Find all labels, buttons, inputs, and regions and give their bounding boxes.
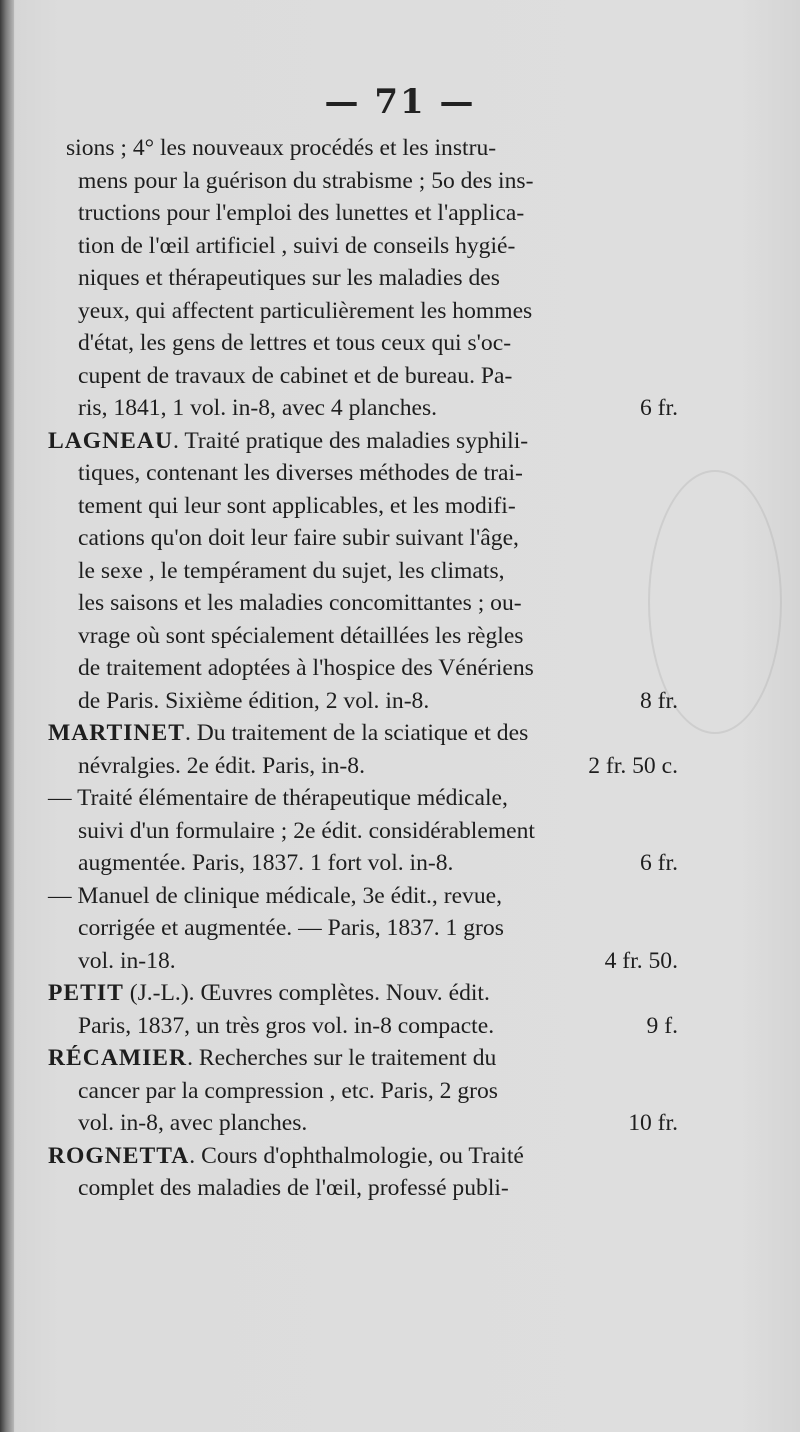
entry-price: 10 fr. bbox=[628, 1110, 678, 1136]
text-line: tiques, contenant les diverses méthodes de trai- bbox=[78, 460, 523, 486]
author-name: LAGNEAU bbox=[48, 427, 173, 454]
entry-heading-line: — Traité élémentaire de thérapeutique médicale, bbox=[48, 785, 508, 811]
text-line: yeux, qui affectent particulièrement les hommes bbox=[78, 297, 533, 324]
entry-heading-line bbox=[48, 977, 678, 1010]
author-name: PETIT bbox=[48, 980, 124, 1006]
text-line: les saisons et les maladies concomittantes ; ou- bbox=[78, 590, 522, 616]
text-line-with-price bbox=[48, 392, 678, 425]
text-line: complet des maladies de l'œil, professé publi- bbox=[78, 1175, 509, 1201]
entry-price: 8 fr. bbox=[639, 687, 678, 714]
catalogue-entry-recamier bbox=[48, 1042, 678, 1140]
author-name: ROGNETTA bbox=[48, 1142, 190, 1169]
entry-heading-line: — Manuel de clinique médicale, 3e édit., revue, bbox=[48, 882, 503, 909]
text-line: cupent de travaux de cabinet et de bureau. Pa- bbox=[78, 362, 513, 389]
entry-description: vol. in-18. bbox=[78, 947, 176, 974]
entry-heading-line bbox=[48, 717, 678, 750]
author-name: MARTINET bbox=[48, 720, 185, 746]
entry-title: . Recherches sur le traitement du bbox=[187, 1045, 497, 1071]
text-line: mens pour la guérison du strabisme ; 5o des ins- bbox=[78, 167, 534, 194]
catalogue-entry-continuation bbox=[48, 132, 678, 425]
entry-heading-line bbox=[48, 1042, 678, 1075]
catalogue-text bbox=[48, 132, 678, 1205]
catalogue-entry-martinet bbox=[48, 717, 678, 782]
text-line: corrigée et augmentée. — Paris, 1837. 1 gros bbox=[78, 915, 504, 941]
entry-title: . Cours d'ophthalmologie, ou Traité bbox=[189, 1142, 524, 1169]
text-line: sions ; 4° les nouveaux procédés et les instru- bbox=[66, 135, 497, 161]
entry-price: 2 fr. 50 c. bbox=[588, 752, 678, 779]
entry-description: ris, 1841, 1 vol. in-8, avec 4 planches. bbox=[78, 395, 438, 421]
entry-description: vol. in-8, avec planches. bbox=[78, 1110, 308, 1136]
entry-title: . Traité pratique des maladies syphili- bbox=[172, 427, 529, 454]
entry-heading-line bbox=[48, 425, 678, 458]
catalogue-entry-rognetta bbox=[48, 1140, 678, 1205]
text-line: cancer par la compression , etc. Paris, 2 gros bbox=[78, 1077, 498, 1104]
page-number: — 71 — bbox=[324, 82, 476, 122]
text-line: cations qu'on doit leur faire subir suivant l'âge, bbox=[78, 525, 519, 551]
entry-description: augmentée. Paris, 1837. 1 fort vol. in-8. bbox=[78, 850, 454, 876]
entry-title: (J.-L.). Œuvres complètes. Nouv. édit. bbox=[123, 980, 490, 1006]
catalogue-entry-martinet-manuel bbox=[48, 880, 678, 978]
author-name: RÉCAMIER bbox=[48, 1045, 188, 1071]
entry-heading-line bbox=[48, 1140, 678, 1173]
text-line: d'état, les gens de lettres et tous ceux qui s'oc- bbox=[78, 330, 512, 356]
text-line-with-price bbox=[48, 1010, 678, 1043]
text-line: le sexe , le tempérament du sujet, les climats, bbox=[78, 557, 505, 584]
entry-description: de Paris. Sixième édition, 2 vol. in-8. bbox=[78, 687, 430, 714]
text-line: tion de l'œil artificiel , suivi de conseils hygié- bbox=[78, 232, 516, 259]
entry-description: Paris, 1837, un très gros vol. in-8 compacte. bbox=[78, 1012, 495, 1039]
text-line: tement qui leur sont applicables, et les modifi- bbox=[78, 492, 516, 519]
text-line: de traitement adoptées à l'hospice des Vénériens bbox=[78, 655, 534, 681]
entry-price: 4 fr. 50. bbox=[604, 947, 678, 974]
entry-description: névralgies. 2e édit. Paris, in-8. bbox=[78, 752, 365, 779]
book-spine-shadow bbox=[0, 0, 14, 1432]
text-line-with-price bbox=[48, 685, 678, 718]
entry-title: . Du traitement de la sciatique et des bbox=[184, 720, 529, 746]
catalogue-entry-lagneau bbox=[48, 425, 678, 718]
catalogue-entry-martinet-traite bbox=[48, 782, 678, 880]
entry-price: 6 fr. bbox=[639, 850, 678, 876]
text-line-with-price bbox=[48, 847, 678, 880]
text-line: tructions pour l'emploi des lunettes et l'applica- bbox=[78, 200, 525, 226]
text-line-with-price bbox=[48, 1107, 678, 1140]
entry-price: 6 fr. bbox=[639, 395, 678, 421]
text-line: suivi d'un formulaire ; 2e édit. considérablement bbox=[78, 817, 535, 844]
text-line-with-price bbox=[48, 945, 678, 978]
text-line-with-price bbox=[48, 750, 678, 783]
text-line: niques et thérapeutiques sur les maladies des bbox=[78, 265, 500, 291]
entry-price: 9 f. bbox=[646, 1012, 678, 1039]
catalogue-entry-petit bbox=[48, 977, 678, 1042]
text-line: vrage où sont spécialement détaillées les règles bbox=[78, 622, 524, 649]
